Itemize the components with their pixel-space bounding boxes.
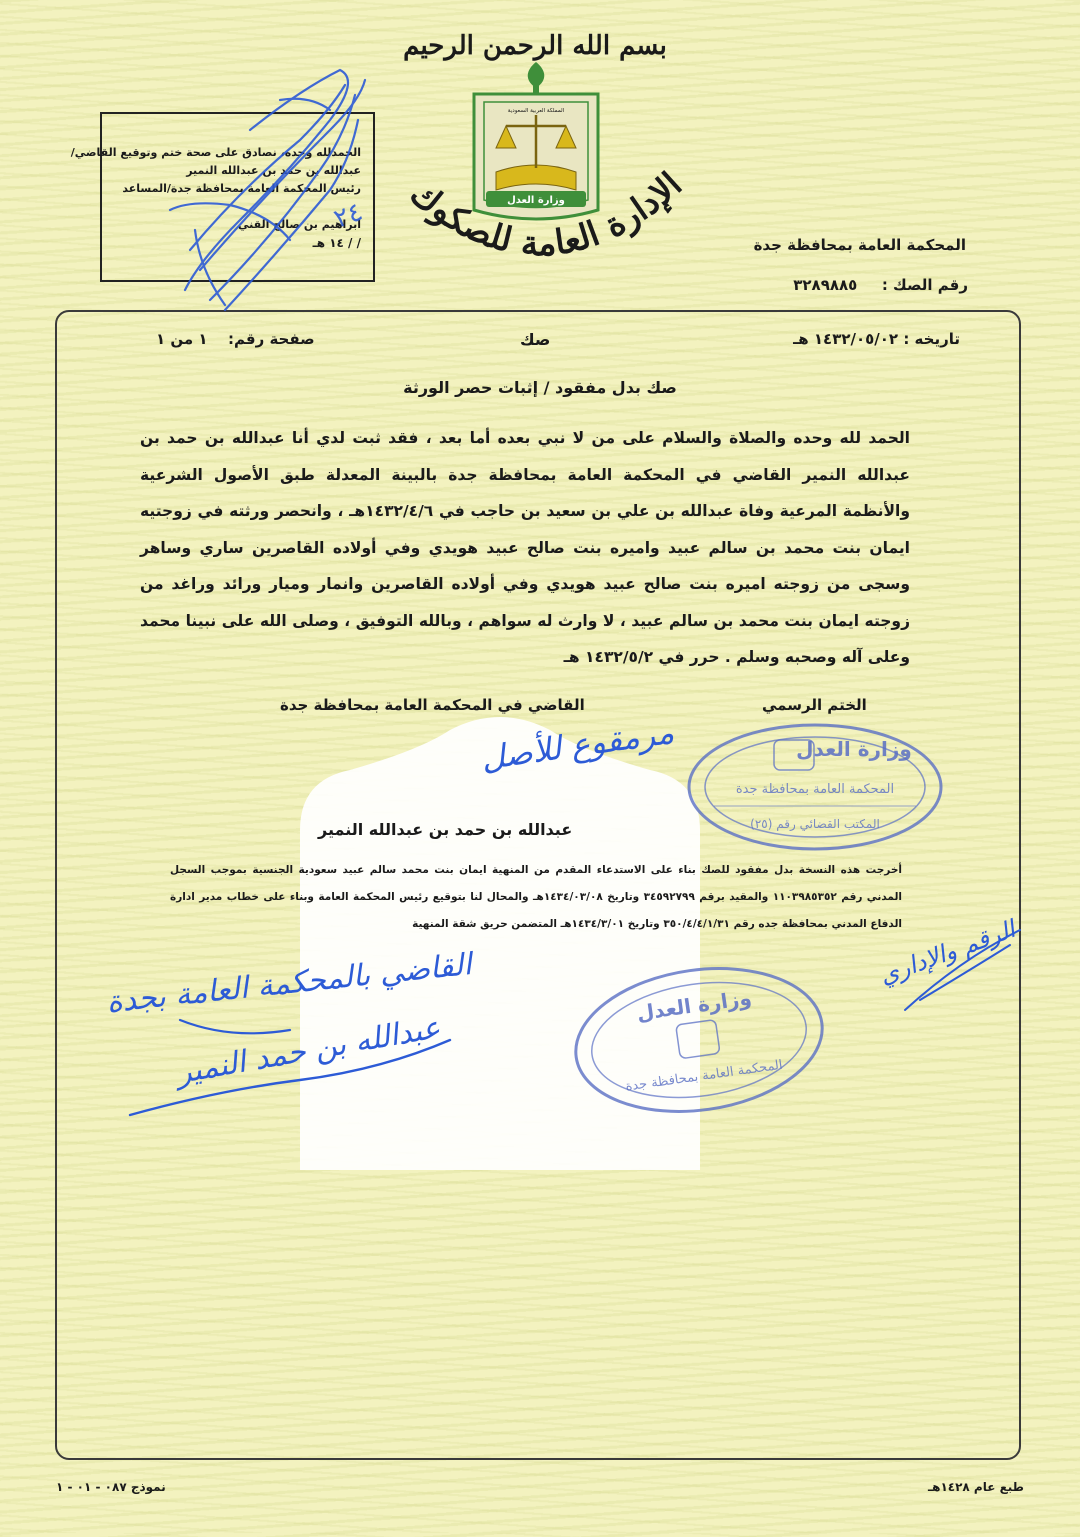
cert-line-3: رئيس المحكمة العامة بمحافظة جدة/المساعد <box>122 182 361 195</box>
cert-signer-name: ابراهيم بن صالح القني <box>237 218 361 231</box>
copy-issuance-note: أخرجت هذه النسخة بدل مفقود للصك بناء على الاستدعاء المقدم من المنهية ايمان بنت محمد سالم عبيد سعودية الجنسية بموجب السجل المدني رقم ١١٠٣٩٨٥٣٥٢ والمقيد برقم ٣٤٥٩٢٧٩٩ وتاريخ ١٤٣٤/٠٣/٠٨هـ والمحال لنا بتوقيع رئيس المحكمة العامة وبناء على خطاب مدير ادارة الدفاع المدني بمحافظة جده رقم ٣٥٠/٤/٤/١/٣١ وتاريخ ١٤٣٤/٣/٠١هـ المتضمن حريق شقة المنهية <box>170 864 902 930</box>
document-date-label: تاريخه : <box>903 330 960 348</box>
stamp1-court: المحكمة العامة بمحافظة جدة <box>735 782 895 797</box>
handwritten-right-note: الرقم والإداري <box>875 915 1019 990</box>
cert-line-1: الحمدلله وحده، نصادق على صحة ختم وتوقيع القاضي/ <box>70 146 361 159</box>
print-year: طبع عام ١٤٢٨هـ <box>928 1480 1024 1494</box>
handwritten-judge-signature-line1: القاضي بالمحكمة العامة بجدة <box>104 947 474 1021</box>
official-stamp-2 <box>568 960 830 1120</box>
official-stamp-label: الختم الرسمي <box>762 696 867 714</box>
page-number-row <box>156 330 315 348</box>
page-number-label: صفحة رقم: <box>228 330 315 348</box>
document-subject: صك بدل مفقود / إثبات حصر الورثة <box>403 378 677 397</box>
svg-text:الإدارة العامة للصكوك <box>402 165 690 265</box>
emblem-ministry-label: وزارة العدل <box>507 195 565 206</box>
handwritten-match-note: مرمقوع للأصل <box>478 712 677 778</box>
certification-box <box>70 112 375 282</box>
deed-number-label: رقم الصك : <box>881 276 968 294</box>
basmala-text: بسم الله الرحمن الرحيم <box>403 31 667 61</box>
document-date-value: ١٤٣٢/٠٥/٠٢ هـ <box>793 330 899 348</box>
stamp2-ministry: وزارة العدل <box>635 985 754 1026</box>
judge-title: القاضي في المحكمة العامة بمحافظة جدة <box>280 696 585 714</box>
deed-number-value: ٣٢٨٩٨٨٥ <box>793 276 858 294</box>
official-stamp-1 <box>684 718 946 856</box>
handwritten-top-note: ٢٤ <box>330 196 367 235</box>
stamp1-office: المكتب القضائي رقم (٢٥) <box>750 817 880 831</box>
judge-name: عبدالله بن حمد بن عبدالله النمير <box>318 820 573 839</box>
stamp1-ministry: وزارة العدل <box>796 737 912 761</box>
cert-line-2: عبدالله بن حمد بن عبدالله النمير <box>186 164 361 177</box>
deed-number-row <box>793 276 968 294</box>
page-number-value: ١ من ١ <box>156 330 208 348</box>
emblem-kingdom-label: المملكة العربية السعودية <box>507 108 565 114</box>
document-body: الحمد لله وحده والصلاة والسلام على من لا نبي بعده أما بعد ، فقد ثبت لدي أنا عبدالله بن حمد بن عبدالله النمير القاضي في المحكمة العامة بمحافظة جدة بالبينة المعدلة طبق الأصول الشرعية والأنظمة المرعية وفاة عبدالله بن علي بن سعيد بن حاجب في ١٤٣٢/٤/٦هـ ، وانحصر ورثته في زوجتيه ايمان بنت محمد بن سالم عبيد واميره بنت صالح عبيد هويدي وفي أولاده القاصرين ساري وساهر وسجى من زوجته اميره بنت صالح عبيد هويدي وفي أولاده القاصرين وانمار وميار ورائد وراغد من زوجته ايمان بنت محمد بن سالم عبيد ، لا وارث له سواهم ، وبالله التوفيق ، وصلى الله على نبينا محمد وعلى آله وصحبه وسلم . حرر في ١٤٣٢/٥/٢ هـ <box>140 429 910 666</box>
document-date-row <box>793 330 960 348</box>
stamp2-emblem-icon <box>676 1020 720 1059</box>
arched-header-calligraphy <box>380 150 710 300</box>
handwritten-judge-signature-line2: عبدالله بن حمد النمير <box>173 1010 443 1092</box>
deed-title: صك <box>520 330 551 349</box>
form-number: نموذج ٠٨٧ - ٠١ - ١ <box>56 1480 166 1494</box>
arc-title-text: الإدارة العامة للصكوك <box>402 164 690 265</box>
court-name: المحكمة العامة بمحافظة جدة <box>753 236 966 254</box>
stamp2-court: المحكمة العامة بمحافظة جدة <box>624 1057 784 1095</box>
cert-date: / / ١٤ هـ <box>312 236 361 250</box>
